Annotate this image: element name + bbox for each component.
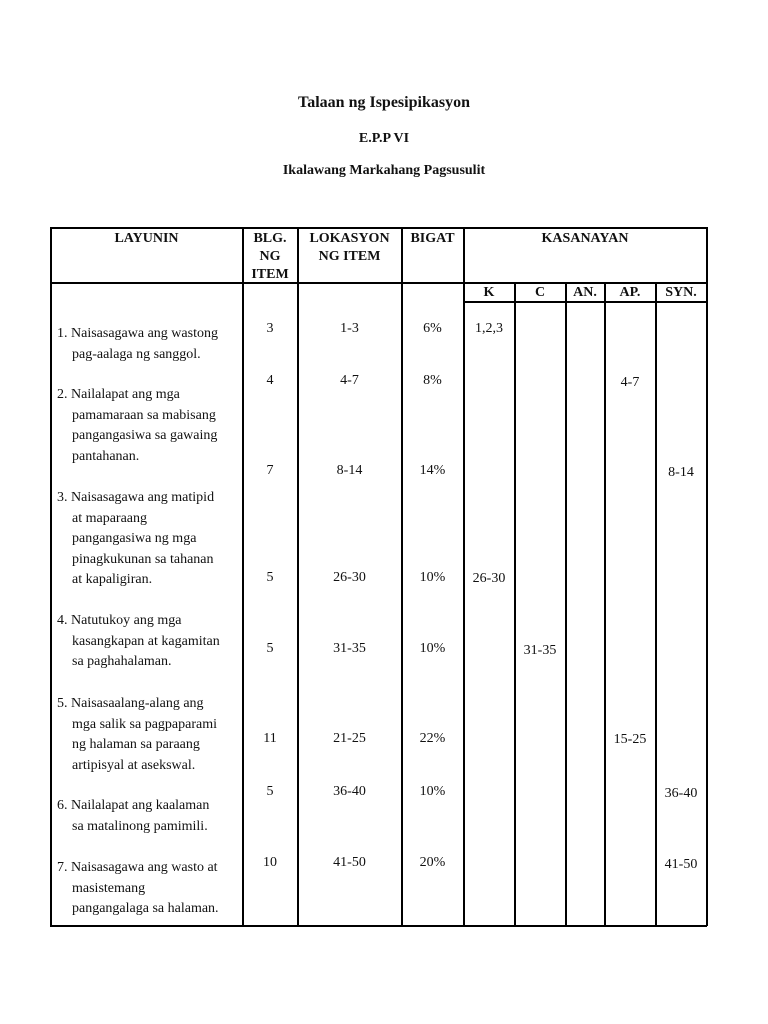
document-title: Talaan ng Ispesipikasyon [298, 94, 470, 111]
document-exam-name: Ikalawang Markahang Pagsusulit [282, 163, 486, 178]
objective-text: ng halaman sa paraang [72, 737, 200, 753]
objective-text: Natutukoy ang mga [71, 613, 182, 628]
objective-number: 5. [57, 696, 68, 711]
subcol-divider [565, 282, 567, 926]
cell-weight: 6% [423, 321, 442, 336]
subheader-c: C [534, 285, 546, 300]
subheader-an: AN. [573, 285, 597, 300]
objective-text: at maparaang [72, 510, 148, 526]
cell-items: 5 [266, 784, 274, 799]
objective-text: Naisasagawa ang matipid [71, 490, 215, 505]
cell-items: 7 [266, 463, 274, 478]
cell-c: 31-35 [523, 643, 557, 658]
document-subject: E.P.P VI [358, 131, 410, 146]
cell-location: 31-35 [333, 641, 366, 656]
cell-weight: 14% [419, 463, 446, 478]
cell-weight: 10% [419, 570, 446, 585]
header-blg-ng-item [243, 230, 297, 284]
objective-text: pangangasiwa sa gawaing [72, 428, 218, 444]
objective-text: pinagkukunan sa tahanan [72, 551, 214, 567]
header-lokasyon-line: LOKASYON [309, 231, 390, 246]
objective-number: 1. [57, 326, 68, 341]
cell-syn: 8-14 [668, 465, 694, 480]
cell-location: 26-30 [333, 570, 366, 585]
cell-weight: 10% [419, 641, 446, 656]
cell-syn: 41-50 [664, 857, 698, 872]
header-layunin: LAYUNIN [114, 231, 179, 246]
objective-text: Naisasagawa ang wastong [71, 326, 218, 341]
subcol-divider [514, 282, 516, 926]
objective-text: masistemang [72, 880, 146, 896]
objective-7 [57, 858, 239, 920]
header-blg-line: ITEM [251, 267, 289, 282]
subheader-syn: SYN. [665, 285, 697, 300]
header-bigat: BIGAT [410, 231, 455, 246]
objective-6 [57, 796, 239, 837]
objective-number: 2. [57, 387, 68, 402]
objective-text: Nailalapat ang mga [71, 387, 180, 402]
subcol-divider [655, 282, 657, 926]
cell-location: 4-7 [340, 373, 359, 388]
cell-items: 4 [266, 373, 274, 388]
objective-text: pangangasiwa ng mga [72, 531, 197, 547]
objective-text: Nailalapat ang kaalaman [71, 798, 210, 813]
cell-items: 5 [266, 570, 274, 585]
cell-weight: 22% [419, 731, 446, 746]
subheader-k: K [483, 285, 495, 300]
objective-text: Naisasaalang-alang ang [71, 696, 204, 711]
cell-ap: 4-7 [620, 375, 640, 390]
subheader-ap: AP. [619, 285, 641, 300]
objective-3 [57, 488, 239, 591]
header-blg-line: NG [259, 249, 281, 264]
objective-number: 3. [57, 490, 68, 505]
table-border-left [50, 227, 52, 926]
cell-location: 21-25 [333, 731, 366, 746]
cell-location: 41-50 [333, 855, 366, 870]
objective-2 [57, 385, 239, 467]
cell-items: 3 [266, 321, 274, 336]
objective-text: kasangkapan at kagamitan [72, 633, 220, 649]
cell-location: 8-14 [336, 463, 363, 478]
cell-ap: 15-25 [613, 732, 647, 747]
objective-1 [57, 324, 239, 365]
objective-text: pantahanan. [72, 448, 140, 464]
objective-4 [57, 611, 239, 673]
header-lokasyon [298, 230, 401, 266]
table-border-right [706, 227, 708, 926]
cell-weight: 8% [423, 373, 442, 388]
header-kasanayan: KASANAYAN [541, 231, 629, 246]
objective-text: sa matalinong pamimili. [72, 818, 208, 834]
cell-items: 5 [266, 641, 274, 656]
cell-location: 36-40 [333, 784, 366, 799]
objective-number: 6. [57, 798, 68, 813]
objective-number: 7. [57, 860, 68, 875]
header-blg-line: BLG. [253, 231, 287, 246]
table-border-bottom [50, 925, 707, 927]
cell-k: 26-30 [472, 571, 506, 586]
objective-text: mga salik sa pagpaparami [72, 716, 218, 732]
objective-text: pangangalaga sa halaman. [72, 901, 219, 917]
table-border-top [50, 227, 707, 229]
cell-location: 1-3 [340, 321, 359, 336]
objective-text: pamamaraan sa mabisang [72, 407, 216, 423]
objective-text: at kapaligiran. [72, 572, 153, 588]
cell-items: 10 [263, 855, 277, 870]
objective-text: pag-aalaga ng sanggol. [72, 346, 201, 362]
cell-items: 11 [263, 731, 277, 746]
cell-weight: 10% [419, 784, 446, 799]
header-lokasyon-line: NG ITEM [318, 249, 381, 264]
objective-text: sa paghahalaman. [72, 654, 172, 670]
cell-syn: 36-40 [664, 786, 698, 801]
objective-number: 4. [57, 613, 68, 628]
objective-text: Naisasagawa ang wasto at [71, 860, 218, 875]
cell-k: 1,2,3 [475, 321, 503, 336]
cell-weight: 20% [419, 855, 446, 870]
objective-text: artipisyal at asekswal. [72, 757, 196, 773]
objective-5 [57, 694, 239, 776]
